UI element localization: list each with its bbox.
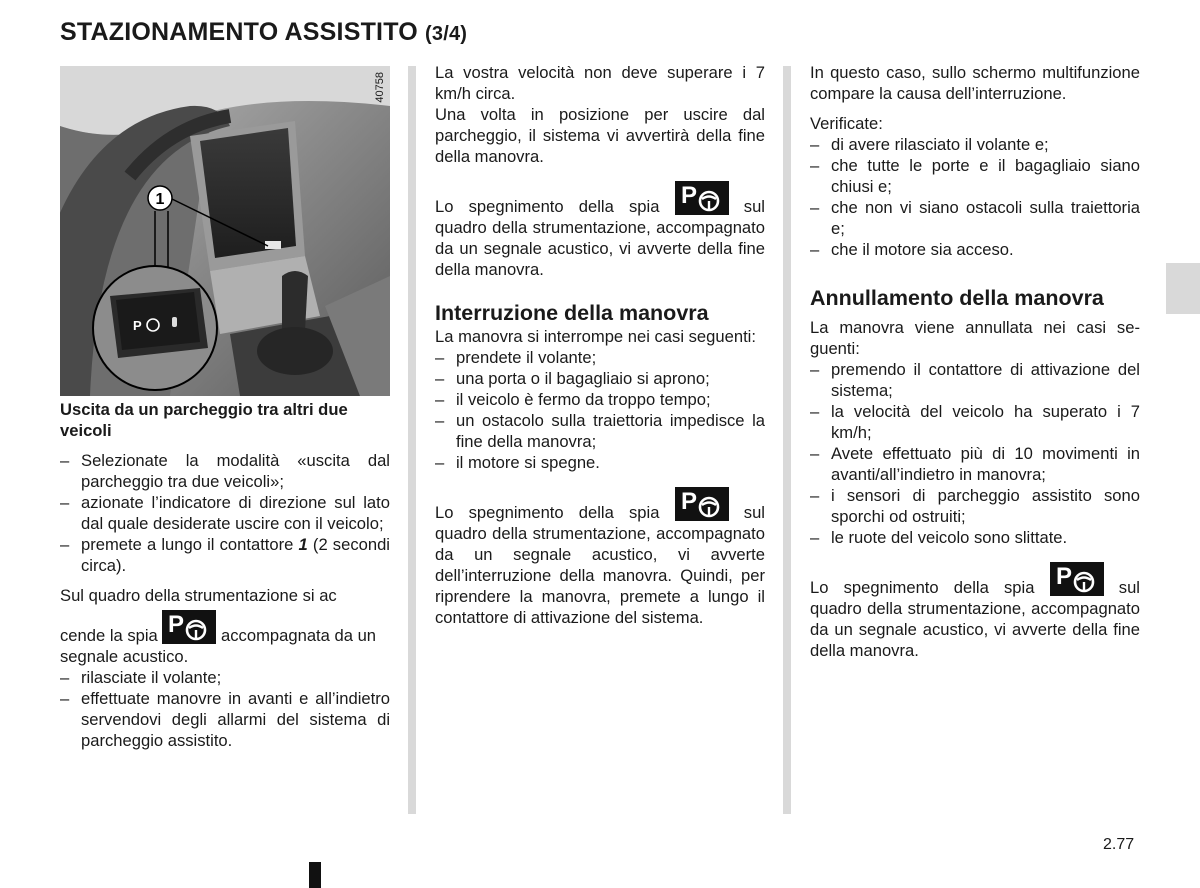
print-mark	[309, 862, 321, 888]
list-item: – rilasciate il volante;	[60, 668, 222, 687]
column-divider	[783, 66, 791, 814]
list-item: – premete a lungo il contattore 1 (2 secondi circa).	[60, 535, 390, 575]
figure-ref-number: 40758	[374, 72, 386, 103]
paragraph: In questo caso, sullo schermo multifunzione compare la causa dell’interruzione.	[810, 63, 1140, 103]
list-item: – le ruote del veicolo sono slittate.	[810, 528, 1068, 547]
list-item: – effettuate manovre in avanti e all’indietro servendovi degli allarmi del sistema di parcheggio assistito.	[60, 689, 390, 750]
page-title	[60, 18, 467, 47]
section-heading: Annullamento della manovra	[810, 286, 1104, 310]
section-heading: Uscita da un parcheggio tra altri due veicoli	[60, 400, 348, 440]
chapter-tab	[1166, 263, 1200, 314]
svg-text:P: P	[133, 318, 142, 333]
column-3	[810, 62, 1140, 661]
column-1	[60, 399, 390, 751]
park-assist-warning-icon	[1050, 562, 1104, 596]
paragraph: Lo spegnimento della spia sul quadro della strumentazione, accompagnato da un segnale acustico, vi avverte dell’interruzione della manovra. Quindi, per riprendere la manovra, premete a lungo il contattore di attivazione del sistema.	[435, 487, 765, 628]
list-item: – azionate l’indicatore di direzione sul lato dal quale desiderate uscire con il veicolo;	[60, 493, 390, 533]
park-assist-warning-icon	[675, 181, 729, 215]
paragraph: Una volta in posizione per uscire dal parcheggio, il sistema vi avvertirà della fine della manovra.	[435, 105, 765, 166]
title-text: STAZIONAMENTO ASSISTITO	[60, 18, 418, 46]
list-item: – di avere rilasciato il volante e;	[810, 135, 1049, 154]
list-item: – una porta o il bagagliaio si aprono;	[435, 369, 710, 388]
paragraph: cende la spia accompagnata da un segnale acustico.	[60, 610, 390, 667]
list-item: – il motore si spegne.	[435, 453, 600, 472]
paragraph: La vostra velocità non deve superare i 7 km/h circa.	[435, 63, 765, 103]
list-item: – che tutte le porte e il bagagliaio siano chiusi e;	[810, 156, 1140, 196]
section-heading: Interruzione della manovra	[435, 301, 709, 325]
list-item: – i sensori di parcheggio assistito sono sporchi od ostruiti;	[810, 486, 1140, 526]
column-2	[435, 62, 765, 628]
page-number: 2.77	[1103, 836, 1135, 853]
list-item: – il veicolo è fermo da troppo tempo;	[435, 390, 711, 409]
paragraph: Verificate:	[810, 114, 883, 133]
list-item: – Selezionate la modalità «uscita dal parcheggio tra due veicoli»;	[60, 451, 390, 491]
paragraph: Lo spegnimento della spia sul quadro della strumentazione, accompagnato da un segnale acustico, vi avverte della fine della manovra.	[810, 562, 1140, 661]
park-assist-warning-icon	[162, 610, 216, 644]
callout-label: 1	[155, 191, 165, 208]
list-item: – premendo il contattore di attivazione del sistema;	[810, 360, 1140, 400]
paragraph: Lo spegnimento della spia sul quadro della strumentazione, accompagnato da un segnale acustico, vi avverte della fine della manovra.	[435, 181, 765, 280]
list-item: – la velocità del veicolo ha superato i 7 km/h;	[810, 402, 1140, 442]
list-item: – prendete il volante;	[435, 348, 597, 367]
title-part: (3/4)	[425, 23, 468, 45]
list-item: – Avete effettuato più di 10 movimenti in avanti/all’indietro in manovra;	[810, 444, 1140, 484]
paragraph: La manovra viene annullata nei casi seguenti:	[810, 318, 1140, 358]
column-divider	[408, 66, 416, 814]
park-assist-warning-icon	[675, 487, 729, 521]
dashboard-photo	[60, 66, 390, 396]
list-item: – un ostacolo sulla traiettoria impedisce la fine della manovra;	[435, 411, 765, 451]
paragraph: Sul quadro della strumentazione si ac	[60, 586, 337, 605]
list-item: – che non vi siano ostacoli sulla traiettoria e;	[810, 198, 1140, 238]
list-item: – che il motore sia acceso.	[810, 240, 1014, 259]
paragraph: La manovra si interrompe nei casi seguenti:	[435, 327, 756, 346]
